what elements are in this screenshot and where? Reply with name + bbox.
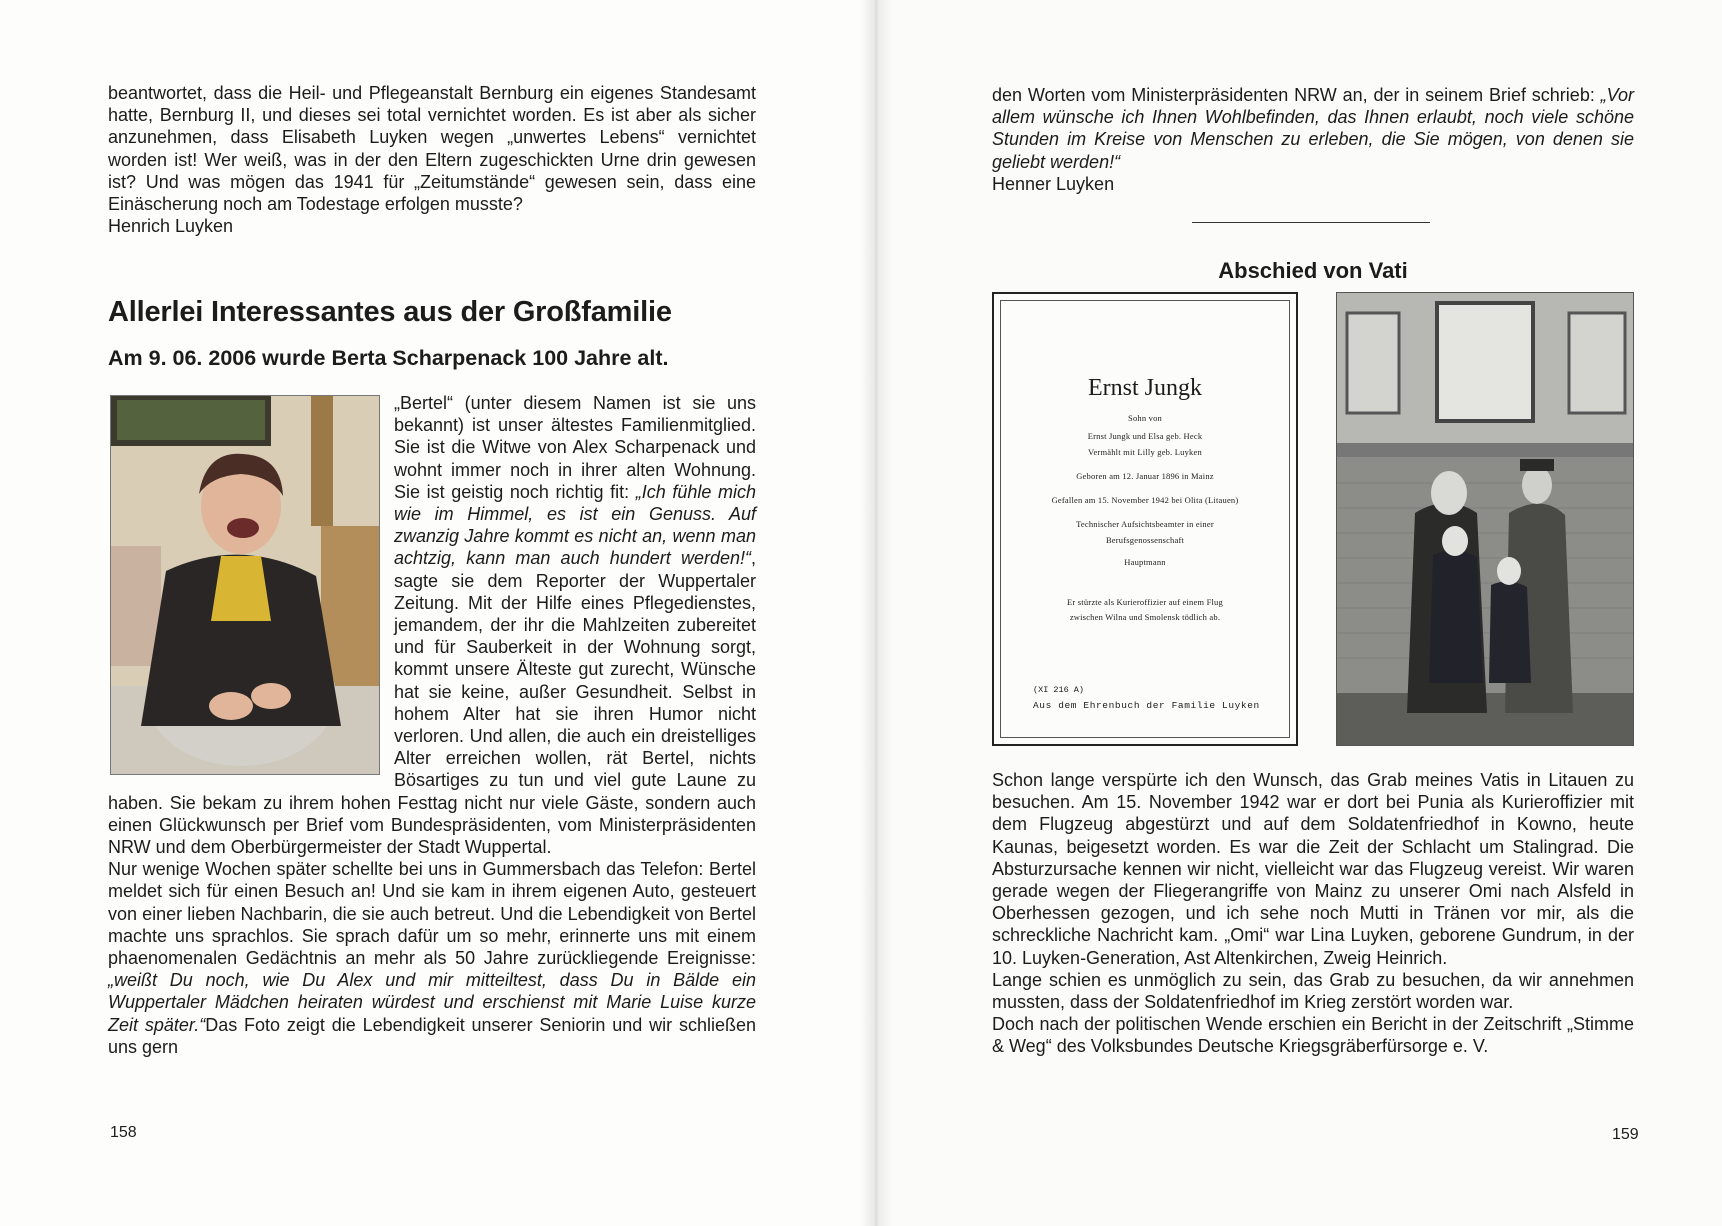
right-intro-signature: Henner Luyken (992, 173, 1115, 194)
p1-text-b: , sagte sie dem Reporter der Wuppertaler Zeitung. Mit der Hilfe eines Pflegedienstes, jemandem, der ihr die Mahlzeiten zubereitet und für Sauberkeit in der Wohnung sorgt, kommt unsere Älteste gut zurecht, Wünsche hat sie keine, außer Gesundheit. Selbst in hohem Alter hat sie ihren Humor nicht verloren. Und allen, die auch ein dreistelliges Alter erreichen wollen, rät Bertel, nichts Bösartiges zu tun und viel gute Laune zu haben. Sie bekam zu ihrem hohen Festtag nicht nur viele Gäste, sondern auch einen Glückwunsch per Brief vom Bundespräsidenten, vom Ministerpräsidenten NRW und dem Oberbürgermeister der Stadt Wuppertal. (108, 548, 756, 858)
p1-text-a: „Bertel“ (unter diesem Namen ist sie uns bekannt) ist unser ältestes Familienmitglied. Sie ist die Witwe von Alex Scharpenack und wohnt immer noch in ihrer alten Wohnung. Sie ist geistig noch richtig fit: (394, 393, 756, 502)
obituary-line: Vermählt mit Lilly geb. Luyken (1088, 447, 1202, 457)
right-intro-quote: „Vor allem wünsche ich Ihnen Wohlbefinden, das Ihnen erlaubt, noch viele schöne Stunden im Kreise von Menschen zu erleben, die Sie mögen, von denen sie geliebt werden!“ (992, 85, 1634, 172)
obituary-line: Berufsgenossenschaft (1105, 535, 1185, 545)
obituary-line: Ernst Jungk und Elsa geb. Heck (1087, 431, 1203, 441)
family-photo (1336, 292, 1634, 746)
left-intro-signature: Henrich Luyken (108, 216, 234, 237)
right-intro-text: den Worten vom Ministerpräsidenten NRW an, der in seinem Brief schrieb: (992, 85, 1601, 105)
p2-quote: „weißt Du noch, wie Du Alex und mir mitteiltest, dass Du in Bälde ein Wuppertaler Mädchen heiraten würdest und erschienst mit Marie Luise kurze Zeit später.“ (108, 970, 756, 1035)
p1-quote: „Ich fühle mich wie im Himmel, es ist ein Genuss. Auf zwanzig Jahre kommt es nicht an, wenn man achtzig, kann man auch hundert werden!“ (394, 481, 756, 569)
berta-portrait-photo (110, 395, 380, 775)
right-article-paragraph-1: Schon lange verspürte ich den Wunsch, das Grab meines Vatis in Litauen zu besuchen. Am 15. November 1942 war er dort bei Punia als Kurieroffizier mit dem Flugzeug abgestürzt und auf dem Soldatenfriedhof in Kowno, heute Kaunas, beigesetzt worden. Es war die Zeit der Schlacht um Stalingrad. Die Absturzursache kennen wir nicht, vielleicht war das Flugzeug vereist. Wir waren gerade wegen der Fliegerangriffe von Mainz zu unserer Omi nach Alsfeld in Oberhessen gezogen, und ich sehe noch Mutti in Tränen vor mir, als die schreckliche Nachricht kam. „Omi“ war Lina Luyken, geborene Gundrum, in der 10. Luyken-Generation, Ast Altenkirchen, Zweig Heinrich. (992, 770, 1634, 968)
berta-photo-illustration (111, 396, 380, 775)
obituary-line: Technischer Aufsichtsbeamter in einer (1076, 519, 1214, 529)
obituary-line: Er stürzte als Kurieroffizier auf einem Flug (1067, 597, 1223, 607)
section-divider (1192, 222, 1430, 223)
p2-text-a: Nur wenige Wochen später schellte bei uns in Gummersbach das Telefon: Bertel meldet sich für einen Besuch an! Und sie kam in ihrem eigenen Auto, gesteuert von einer lieben Nachbarin, die sie auch betreut. Und die Lebendigkeit von Bertel machte uns sprachlos. Sie sprach dafür um so mehr, erinnerte uns mit einem phaenomenalen Gedächtnis an mehr als 50 Jahre zurückliegende Ereignisse: (108, 859, 756, 969)
right-intro-block (992, 84, 1634, 195)
family-photo-illustration (1337, 293, 1634, 746)
left-article-paragraph-2 (108, 858, 756, 1058)
right-article-body (992, 769, 1634, 1058)
obituary-line: Geboren am 12. Januar 1896 in Mainz (1076, 471, 1214, 481)
section-heading-right: Abschied von Vati (1218, 258, 1408, 283)
right-article-paragraph-3: Doch nach der politischen Wende erschien ein Bericht in der Zeitschrift „Stimme & Weg“ des Volksbundes Deutsche Kriegsgräberfürsorge e. V. (992, 1014, 1634, 1057)
obituary-footnote-source: Aus dem Ehrenbuch der Familie Luyken (1033, 700, 1260, 711)
book-gutter (860, 0, 892, 1226)
left-intro-block (108, 82, 756, 237)
obituary-inner (1000, 300, 1290, 738)
obituary-name: Ernst Jungk (1088, 375, 1202, 401)
obituary-card (992, 292, 1298, 746)
obituary-line: zwischen Wilna und Smolensk tödlich ab. (1069, 612, 1221, 622)
right-intro-paragraph (992, 84, 1634, 173)
page-number-left: 158 (110, 1124, 137, 1141)
right-article-paragraph-2: Lange schien es unmöglich zu sein, das Grab zu besuchen, da wir annehmen mussten, dass der Soldatenfriedhof im Krieg zerstört worden war. (992, 969, 1634, 1013)
page-number-right: 159 (1612, 1126, 1639, 1143)
section-heading: Allerlei Interessantes aus der Großfamilie (108, 296, 672, 328)
left-intro-paragraph: beantwortet, dass die Heil- und Pflegeanstalt Bernburg ein eigenes Standesamt hatte, Bernburg II, und dieses sei total vernichtet worden. Es ist aber als sicher anzunehmen, dass Elisabeth Luyken wegen „unwertes Lebens“ vernichtet worden ist! Wer weiß, was in der den Eltern zugeschickten Urne drin gewesen ist? Und was mögen das 1941 für „Zeitumstände“ gewesen sein, dass eine Einäscherung noch am Todestage erfolgen musste? (108, 83, 756, 215)
section-subheading: Am 9. 06. 2006 wurde Berta Scharpenack 100 Jahre alt. (108, 346, 669, 370)
obituary-footnote-code: (XI 216 A) (1033, 685, 1085, 695)
obituary-line: Hauptmann (1124, 557, 1166, 567)
obituary-line: Sohn von (1128, 413, 1162, 423)
p2-text-b: Das Foto zeigt die Lebendigkeit unserer Seniorin und wir schließen uns gern (108, 1014, 756, 1057)
obituary-line: Gefallen am 15. November 1942 bei Olita (Litauen) (1051, 495, 1239, 505)
